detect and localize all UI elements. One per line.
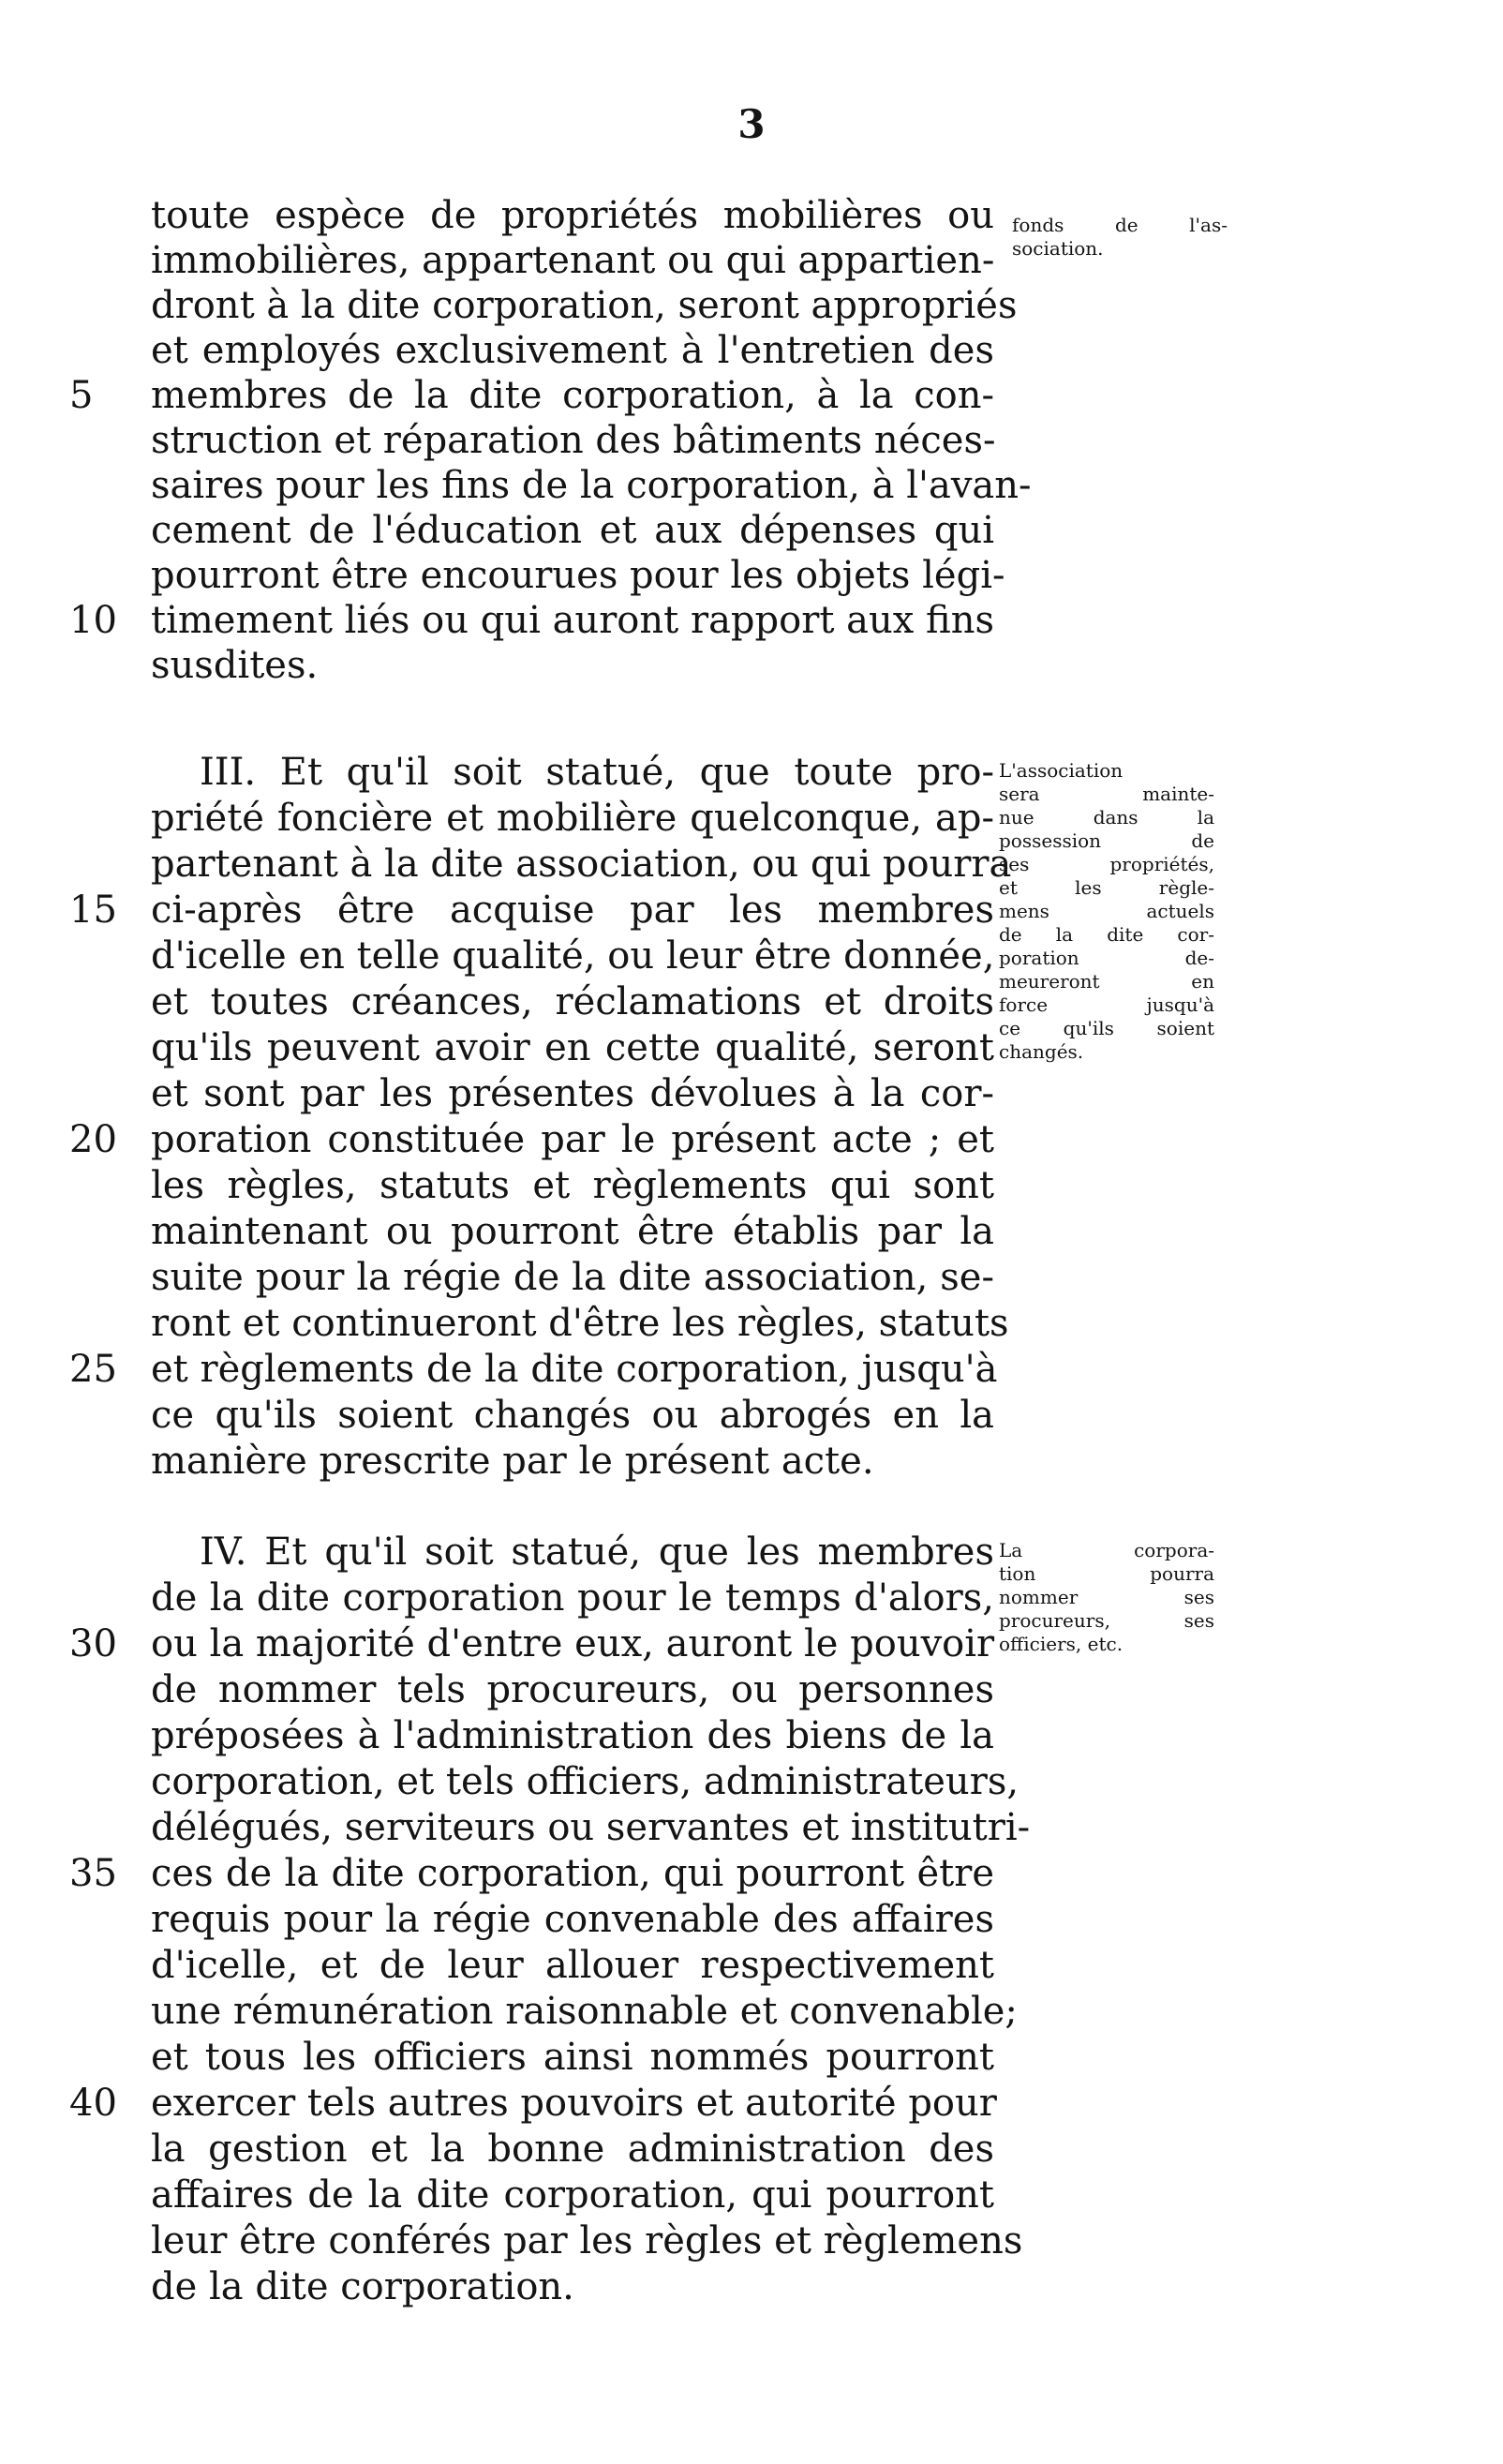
line-number: 15	[69, 889, 117, 932]
text-line: leur être conférés par les règles et règlemens	[151, 2219, 1023, 2262]
text-line: maintenant ou pourront être établis par la	[151, 1210, 994, 1253]
text-line: affaires de la dite corporation, qui pourront	[151, 2173, 994, 2217]
margin-note-line: fonds de l'as-	[1012, 214, 1228, 236]
margin-note-line: de la dite cor-	[999, 923, 1214, 946]
line-number: 25	[69, 1348, 117, 1391]
text-line: ces de la dite corporation, qui pourront être	[151, 1852, 994, 1895]
text-line: pourront être encourues pour les objets légi-	[151, 554, 1005, 597]
text-line: d'icelle en telle qualité, ou leur être donnée,	[151, 934, 995, 978]
margin-note-line: La corpora-	[999, 1539, 1214, 1561]
text-line: et employés exclusivement à l'entretien des	[151, 329, 994, 372]
text-line: ront et continueront d'être les règles, statuts	[151, 1302, 1009, 1345]
line-number: 10	[69, 599, 117, 642]
text-line: manière prescrite par le présent acte.	[151, 1440, 874, 1483]
text-line: priété foncière et mobilière quelconque, ap-	[151, 797, 994, 840]
margin-note-line: possession de	[999, 829, 1214, 852]
text-line: toute espèce de propriétés mobilières ou	[151, 194, 994, 237]
text-line: ce qu'ils soient changés ou abrogés en la	[151, 1394, 994, 1437]
line-number: 35	[69, 1852, 117, 1895]
text-line: III. Et qu'il soit statué, que toute pro-	[200, 751, 994, 794]
text-line: corporation, et tels officiers, administrateurs,	[151, 1760, 1019, 1803]
margin-note-line: meureront en	[999, 970, 1214, 993]
margin-note-line: officiers, etc.	[999, 1633, 1124, 1655]
text-line: saires pour les fins de la corporation, à l'avan-	[151, 464, 1032, 507]
text-line: et toutes créances, réclamations et droits	[151, 980, 994, 1023]
line-number: 5	[69, 374, 94, 417]
text-line: suite pour la régie de la dite association, se-	[151, 1256, 994, 1299]
margin-note-association	[999, 759, 1214, 1064]
text-line: exercer tels autres pouvoirs et autorité pour	[151, 2082, 997, 2125]
margin-note-line: ses propriétés,	[999, 853, 1214, 875]
text-line: une rémunération raisonnable et convenable;	[151, 1990, 1018, 2033]
margin-note-fonds	[1012, 214, 1228, 261]
margin-note-line: nommer ses	[999, 1586, 1214, 1608]
text-line: susdites.	[151, 644, 319, 687]
margin-note-line: sera mainte-	[999, 783, 1214, 805]
margin-note-line: changés.	[999, 1040, 1084, 1063]
margin-note-line: force jusqu'à	[999, 993, 1214, 1016]
text-line: membres de la dite corporation, à la con-	[151, 374, 994, 417]
margin-note-line: mens actuels	[999, 900, 1214, 922]
text-line: dront à la dite corporation, seront appropriés	[151, 284, 1018, 327]
text-line: ci-après être acquise par les membres	[151, 889, 994, 932]
text-line: les règles, statuts et règlements qui sont	[151, 1164, 994, 1207]
text-line: de la dite corporation.	[151, 2265, 574, 2308]
text-line: requis pour la régie convenable des affaires	[151, 1898, 994, 1941]
text-line: délégués, serviteurs ou servantes et institutri-	[151, 1806, 1031, 1849]
margin-note-line: L'association	[999, 759, 1124, 782]
text-line: ou la majorité d'entre eux, auront le pouvoir	[151, 1622, 995, 1665]
page-number: 3	[737, 101, 766, 147]
text-line: et tous les officiers ainsi nommés pourront	[151, 2036, 994, 2079]
margin-note-line: sociation.	[1012, 237, 1104, 260]
text-line: partenant à la dite association, ou qui pourra	[151, 843, 1012, 886]
line-number: 20	[69, 1118, 117, 1161]
margin-note-line: poration de-	[999, 947, 1214, 969]
text-line: poration constituée par le présent acte ; et	[151, 1118, 994, 1161]
text-line: timement liés ou qui auront rapport aux fins	[151, 599, 994, 642]
line-number: 40	[69, 2082, 117, 2125]
text-line: de la dite corporation pour le temps d'alors,	[151, 1576, 994, 1620]
text-line: qu'ils peuvent avoir en cette qualité, seront	[151, 1026, 994, 1069]
margin-note-line: procureurs, ses	[999, 1609, 1214, 1632]
text-line: de nommer tels procureurs, ou personnes	[151, 1668, 994, 1711]
margin-note-line: tion pourra	[999, 1562, 1214, 1585]
text-line: la gestion et la bonne administration des	[151, 2128, 994, 2171]
text-line: d'icelle, et de leur allouer respectivement	[151, 1944, 994, 1987]
text-line: struction et réparation des bâtiments néces-	[151, 419, 996, 462]
text-line: IV. Et qu'il soit statué, que les membres	[200, 1531, 994, 1574]
text-line: et règlements de la dite corporation, jusqu'à	[151, 1348, 998, 1391]
text-line: immobilières, appartenant ou qui appartien-	[151, 239, 995, 282]
text-line: préposées à l'administration des biens de la	[151, 1714, 994, 1757]
margin-note-line: et les règle-	[999, 876, 1214, 899]
margin-note-line: ce qu'ils soient	[999, 1017, 1214, 1039]
margin-note-line: nue dans la	[999, 806, 1214, 829]
text-line: et sont par les présentes dévolues à la cor-	[151, 1072, 994, 1115]
margin-note-corporation	[999, 1539, 1214, 1656]
text-line: cement de l'éducation et aux dépenses qui	[151, 509, 994, 552]
line-number: 30	[69, 1622, 117, 1665]
